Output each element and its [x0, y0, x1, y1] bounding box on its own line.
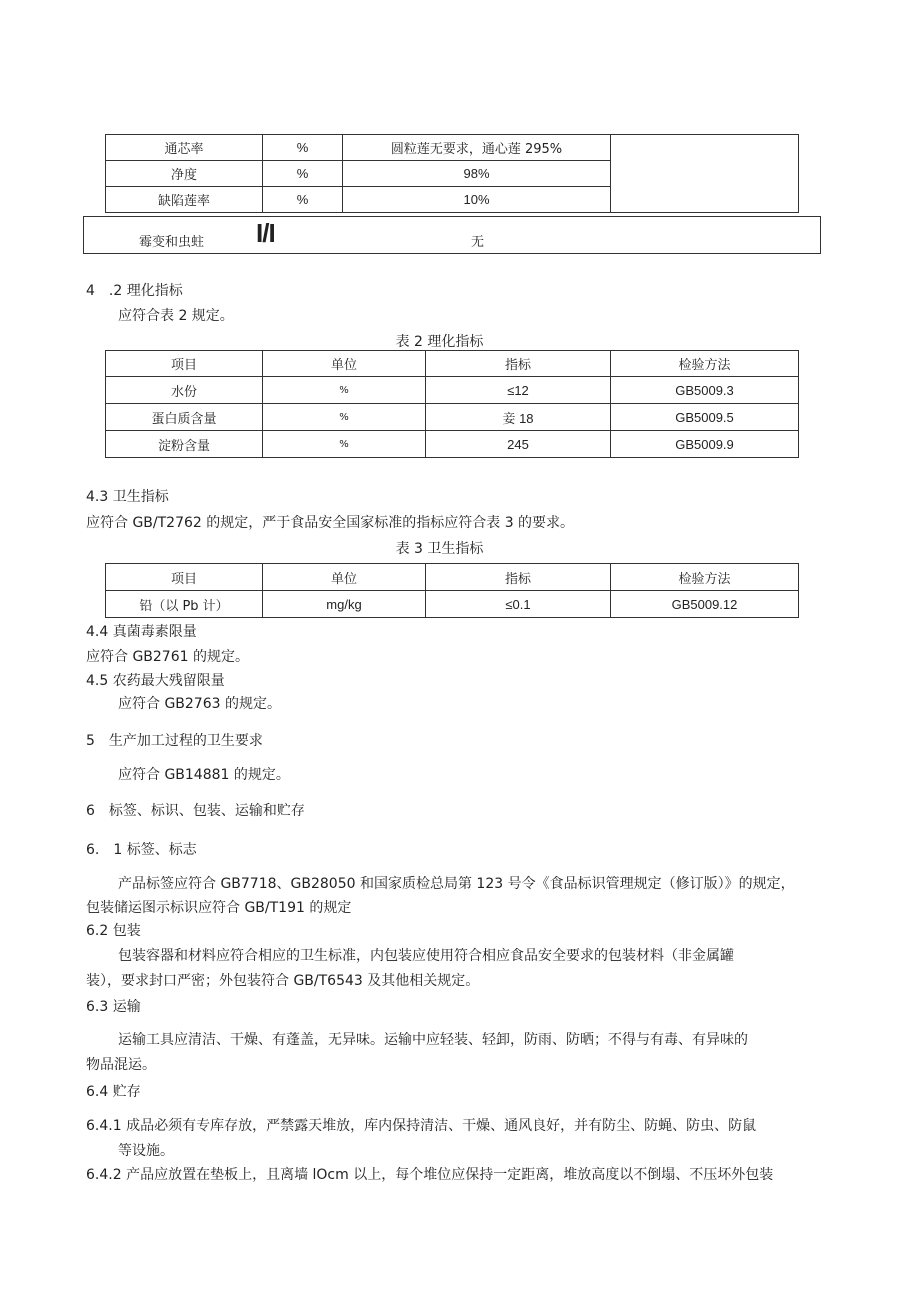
paragraph-line: 包装容器和材料应符合相应的卫生标准，内包装应使用符合相应食品安全要求的包装材料（非金属罐	[118, 948, 734, 964]
table-cell: ≤0.1	[426, 591, 611, 618]
section-heading: 6.2 包装	[86, 923, 141, 939]
table-caption: 表 3 卫生指标	[395, 541, 484, 557]
paragraph-line: 物品混运。	[86, 1057, 156, 1073]
table-cell: mg/kg	[263, 591, 426, 618]
paragraph-line: 运输工具应清洁、干燥、有蓬盖，无异味。运输中应轻装、轻卸，防雨、防晒；不得与有毒、有异味的	[118, 1032, 748, 1048]
mold-row	[83, 216, 821, 254]
table-cell: %	[263, 404, 426, 431]
table-cell: %	[263, 377, 426, 404]
table-cell: 245	[426, 431, 611, 458]
table1-cell: 圆粒莲无要求，通心莲 295%	[343, 135, 611, 161]
table-cell: GB5009.12	[611, 591, 799, 618]
table-cell: 蛋白质含量	[106, 404, 263, 431]
table-cell: GB5009.5	[611, 404, 799, 431]
table1-cell: %	[263, 135, 343, 161]
paragraph-line: 等设施。	[118, 1143, 174, 1159]
paragraph-line: 6.4.1 成品必须有专库存放，严禁露天堆放，库内保持清洁、干燥、通风良好，并有防尘、防蝇、防虫、防鼠	[86, 1118, 757, 1134]
table1-cell: %	[263, 161, 343, 187]
table-cell: 妾 18	[426, 404, 611, 431]
table-cell: GB5009.3	[611, 377, 799, 404]
section-heading: 5 生产加工过程的卫生要求	[86, 733, 263, 749]
table-header-cell: 单位	[263, 351, 426, 377]
section-heading: 4 .2 理化指标	[86, 283, 183, 299]
hygiene-table	[105, 563, 799, 618]
section-heading: 4.4 真菌毒素限量	[86, 624, 197, 640]
physicochemical-table	[105, 350, 799, 458]
mold-value: 无	[471, 235, 485, 250]
paragraph-line: 包装储运图示标识应符合 GB/T191 的规定	[86, 900, 352, 916]
table-cell: 淀粉含量	[106, 431, 263, 458]
table-header-cell: 检验方法	[611, 564, 799, 591]
section-heading: 4.3 卫生指标	[86, 489, 169, 505]
mold-unit: I/I	[256, 218, 275, 248]
table-header-cell: 单位	[263, 564, 426, 591]
section-heading: 6.3 运输	[86, 999, 141, 1015]
section-heading: 4.5 农药最大残留限量	[86, 673, 225, 689]
section-heading: 6 标签、标识、包装、运输和贮存	[86, 803, 305, 819]
table-header-cell: 指标	[426, 564, 611, 591]
section-heading: 6. 1 标签、标志	[86, 842, 197, 858]
section-heading: 6.4 贮存	[86, 1084, 141, 1100]
paragraph-line: 6.4.2 产品应放置在垫板上，且离墙 lOcm 以上，每个堆位应保持一定距离，堆放高度以不倒塌、不压坏外包装	[86, 1167, 774, 1183]
table1-cell: 98%	[343, 161, 611, 187]
table1-cell: %	[263, 187, 343, 213]
table-header-cell: 检验方法	[611, 351, 799, 377]
table1-cell: 缺陷莲率	[106, 187, 263, 213]
paragraph: 应符合表 2 规定。	[118, 308, 234, 324]
table1-cell: 净度	[106, 161, 263, 187]
paragraph: 应符合 GB/T2762 的规定，严于食品安全国家标准的指标应符合表 3 的要求。	[86, 515, 575, 531]
table-header-cell: 项目	[106, 564, 263, 591]
table1-empty-cell	[611, 135, 799, 213]
table-cell: %	[263, 431, 426, 458]
quality-table-continued	[105, 134, 799, 213]
paragraph-line: 产品标签应符合 GB7718、GB28050 和国家质检总局第 123 号令《食品标识管理规定（修订版）》的规定，	[118, 876, 795, 892]
table1-cell: 10%	[343, 187, 611, 213]
table-caption: 表 2 理化指标	[395, 334, 484, 350]
table-cell: GB5009.9	[611, 431, 799, 458]
paragraph: 应符合 GB2761 的规定。	[86, 649, 249, 665]
paragraph-line: 装），要求封口严密；外包装符合 GB/T6543 及其他相关规定。	[86, 973, 480, 989]
paragraph: 应符合 GB14881 的规定。	[118, 767, 290, 783]
table-cell: 水份	[106, 377, 263, 404]
table-header-cell: 指标	[426, 351, 611, 377]
table-header-cell: 项目	[106, 351, 263, 377]
table1-cell: 通芯率	[106, 135, 263, 161]
table-cell: 铅（以 Pb 计）	[106, 591, 263, 618]
paragraph: 应符合 GB2763 的规定。	[118, 696, 281, 712]
mold-label: 霉变和虫蛀	[139, 235, 205, 250]
table-cell: ≤12	[426, 377, 611, 404]
